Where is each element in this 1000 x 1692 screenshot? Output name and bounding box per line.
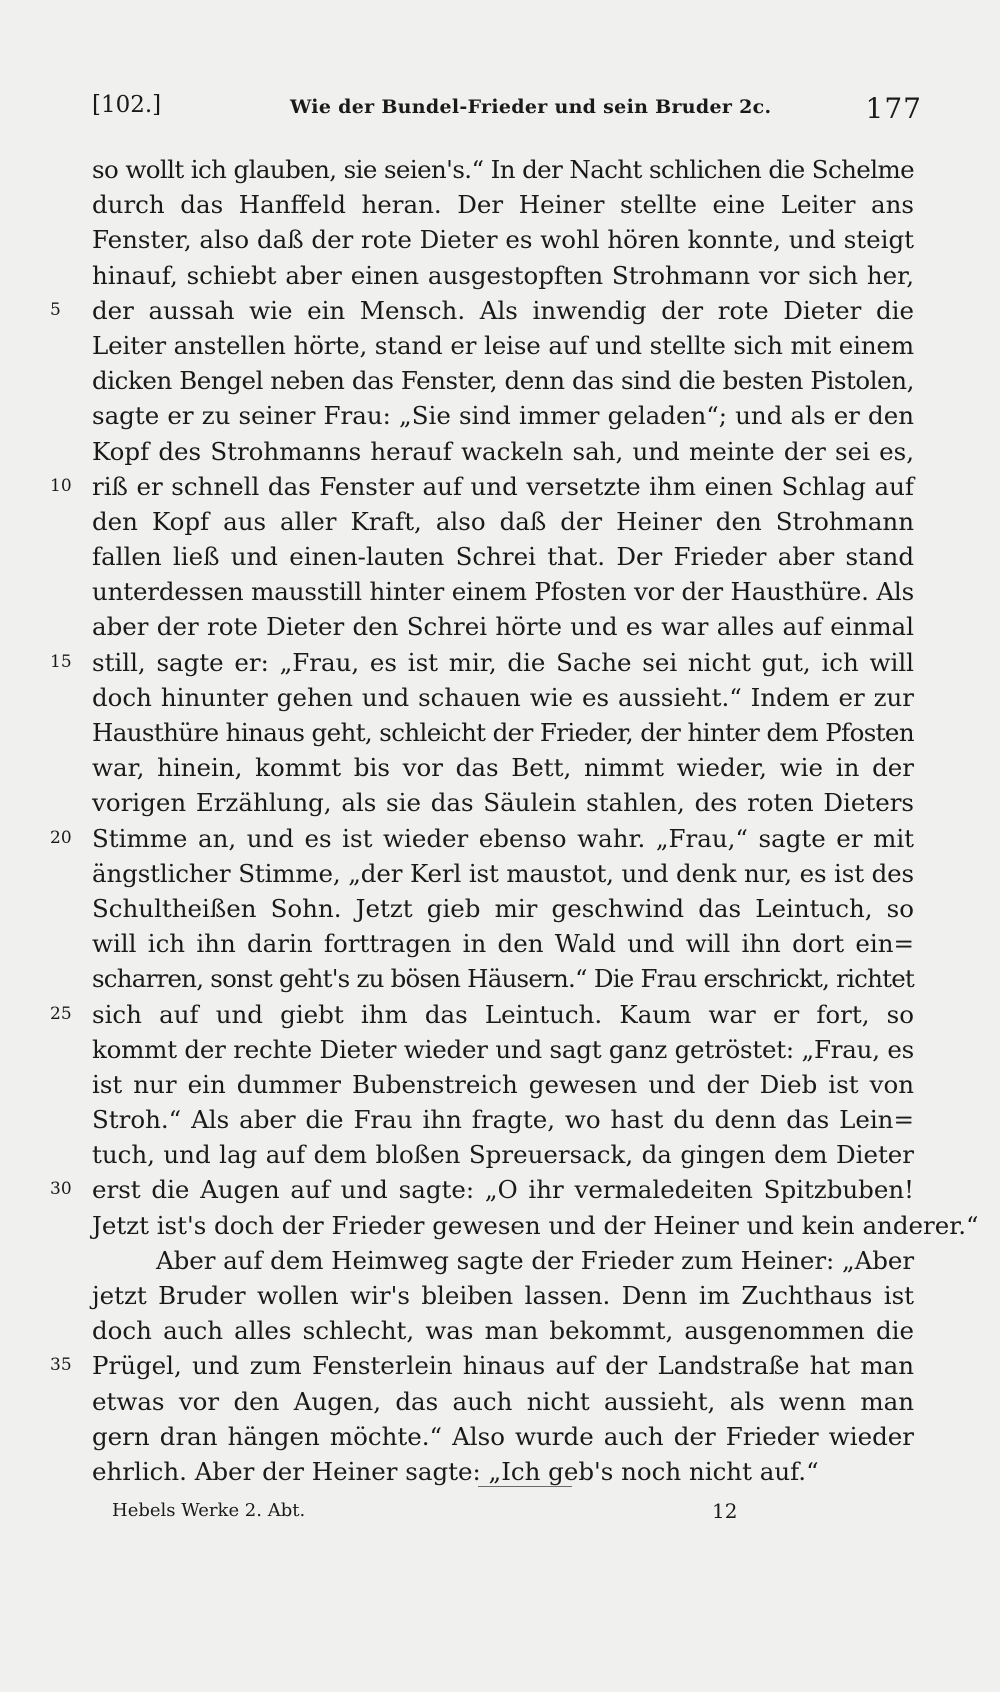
text-line (92, 434, 914, 469)
line-text: scharren, sonst geht's zu bösen Häusern.“ Die Frau erschrickt, richtet (92, 964, 914, 994)
line-text: ehrlich. Aber der Heiner sagte: „Ich geb's noch nicht auf.“ (92, 1456, 819, 1486)
line-text: ist nur ein dummer Bubenstreich gewesen und der Dieb ist von (92, 1069, 914, 1099)
line-text: sich auf und giebt ihm das Leintuch. Kaum war er fort, so (92, 999, 914, 1029)
text-line (50, 821, 914, 856)
text-line (92, 328, 914, 363)
line-text: Prügel, und zum Fensterlein hinaus auf der Landstraße hat man (92, 1351, 914, 1381)
line-text: doch auch alles schlecht, was man bekommt, ausgenommen die (92, 1316, 914, 1346)
line-text: kommt der rechte Dieter wieder und sagt ganz getröstet: „Frau, es (92, 1034, 914, 1064)
text-line (92, 715, 914, 750)
line-text: Stroh.“ Als aber die Frau ihn fragte, wo hast du denn das Lein= (92, 1105, 914, 1135)
line-text: will ich ihn darin forttragen in den Wald und will ihn dort ein= (92, 929, 914, 959)
text-line (92, 1384, 914, 1419)
line-text: fallen ließ und einen-lauten Schrei that. Der Frieder aber stand (92, 542, 914, 572)
text-line (92, 609, 914, 644)
line-number: 30 (50, 1179, 72, 1200)
line-text: den Kopf aus aller Kraft, also daß der Heiner den Strohmann (92, 506, 914, 536)
line-text: etwas vor den Augen, das auch nicht aussieht, als wenn man (92, 1386, 914, 1416)
text-line (92, 1278, 914, 1313)
text-line (92, 856, 914, 891)
text-line (92, 680, 914, 715)
line-text: war, hinein, kommt bis vor das Bett, nimmt wieder, wie in der (92, 753, 914, 783)
text-line (92, 1208, 979, 1243)
line-number: 15 (50, 651, 72, 672)
line-text: so wollt ich glauben, sie seien's.“ In der Nacht schlichen die Schelme (92, 155, 914, 184)
text-line (92, 785, 914, 820)
text-line (92, 504, 914, 539)
text-line (50, 645, 914, 680)
line-text: jetzt Bruder wollen wir's bleiben lassen. Denn im Zuchthaus ist (92, 1281, 914, 1310)
line-text: dicken Bengel neben das Fenster, denn das sind die besten Pistolen, (92, 366, 914, 396)
text-line (92, 398, 914, 433)
line-text: Hausthüre hinaus geht, schleicht der Frieder, der hinter dem Pfosten (92, 718, 914, 747)
text-line (92, 258, 914, 293)
line-number: 20 (50, 827, 72, 848)
text-line (92, 574, 914, 609)
text-line (92, 891, 914, 926)
text-line (92, 750, 914, 785)
line-text: Aber auf dem Heimweg sagte der Frieder zum Heiner: „Aber (156, 1245, 914, 1275)
body-text (50, 152, 979, 1489)
sheet-number: 12 (712, 1499, 738, 1523)
text-line (92, 1454, 914, 1489)
text-line (50, 1348, 914, 1383)
line-number: 35 (50, 1355, 72, 1376)
text-line (92, 926, 914, 961)
line-text: tuch, und lag auf dem bloßen Spreuersack, da gingen dem Dieter (92, 1140, 914, 1170)
line-text: still, sagte er: „Frau, es ist mir, die Sache sei nicht gut, ich will (92, 647, 914, 677)
printer-signature: Hebels Werke 2. Abt. (112, 1500, 306, 1521)
line-text: hinauf, schiebt aber einen ausgestopften Strohmann vor sich her, (92, 260, 914, 290)
text-line (50, 293, 914, 328)
text-line (92, 1419, 914, 1454)
line-text: aber der rote Dieter den Schrei hörte und es war alles auf einmal (92, 612, 914, 642)
line-text: durch das Hanffeld heran. Der Heiner stellte eine Leiter ans (92, 190, 914, 220)
text-line (92, 961, 914, 996)
text-line (92, 1102, 914, 1137)
line-text: der aussah wie ein Mensch. Als inwendig der rote Dieter die (92, 295, 914, 325)
line-text: riß er schnell das Fenster auf und versetzte ihm einen Schlag auf (92, 471, 914, 501)
footer-rule (478, 1486, 572, 1487)
line-text: vorigen Erzählung, als sie das Säulein stahlen, des roten Dieters (92, 788, 914, 818)
text-line (92, 539, 914, 574)
line-text: doch hinunter gehen und schauen wie es aussieht.“ Indem er zur (92, 682, 914, 712)
page-number: 177 (865, 92, 922, 125)
line-text: Schultheißen Sohn. Jetzt gieb mir geschwind das Leintuch, so (92, 893, 914, 923)
text-line (92, 1067, 914, 1102)
line-text: Stimme an, und es ist wieder ebenso wahr. „Frau,“ sagte er mit (92, 823, 914, 853)
line-text: erst die Augen auf und sagte: „O ihr vermaledeiten Spitzbuben! (92, 1175, 914, 1205)
page-header (92, 92, 922, 132)
running-title: Wie der Bundel-Frieder und sein Bruder 2c. (290, 96, 772, 118)
text-line (92, 187, 914, 222)
text-line (50, 1172, 914, 1207)
line-text: gern dran hängen möchte.“ Also wurde auch der Frieder wieder (92, 1421, 914, 1451)
line-number: 25 (50, 1003, 72, 1024)
text-line (92, 222, 914, 257)
line-text: Fenster, also daß der rote Dieter es wohl hören konnte, und steigt (92, 225, 914, 255)
text-line (92, 1032, 914, 1067)
line-text: Leiter anstellen hörte, stand er leise auf und stellte sich mit einem (92, 330, 914, 360)
text-line (92, 1243, 914, 1278)
text-line (92, 1313, 914, 1348)
line-text: Kopf des Strohmanns herauf wackeln sah, und meinte der sei es, (92, 436, 914, 466)
text-line (92, 152, 914, 187)
bracket-page-number: [102.] (92, 92, 162, 118)
text-line (50, 469, 914, 504)
line-text: ängstlicher Stimme, „der Kerl ist maustot, und denk nur, es ist des (92, 858, 914, 888)
line-number: 10 (50, 475, 72, 496)
line-number: 5 (50, 299, 61, 320)
text-line (92, 363, 914, 398)
line-text: sagte er zu seiner Frau: „Sie sind immer geladen“; und als er den (92, 401, 914, 431)
text-line (50, 997, 914, 1032)
line-text: Jetzt ist's doch der Frieder gewesen und der Heiner und kein anderer.“ (92, 1210, 979, 1240)
line-text: unterdessen mausstill hinter einem Pfosten vor der Hausthüre. Als (92, 577, 914, 607)
text-line (92, 1137, 914, 1172)
